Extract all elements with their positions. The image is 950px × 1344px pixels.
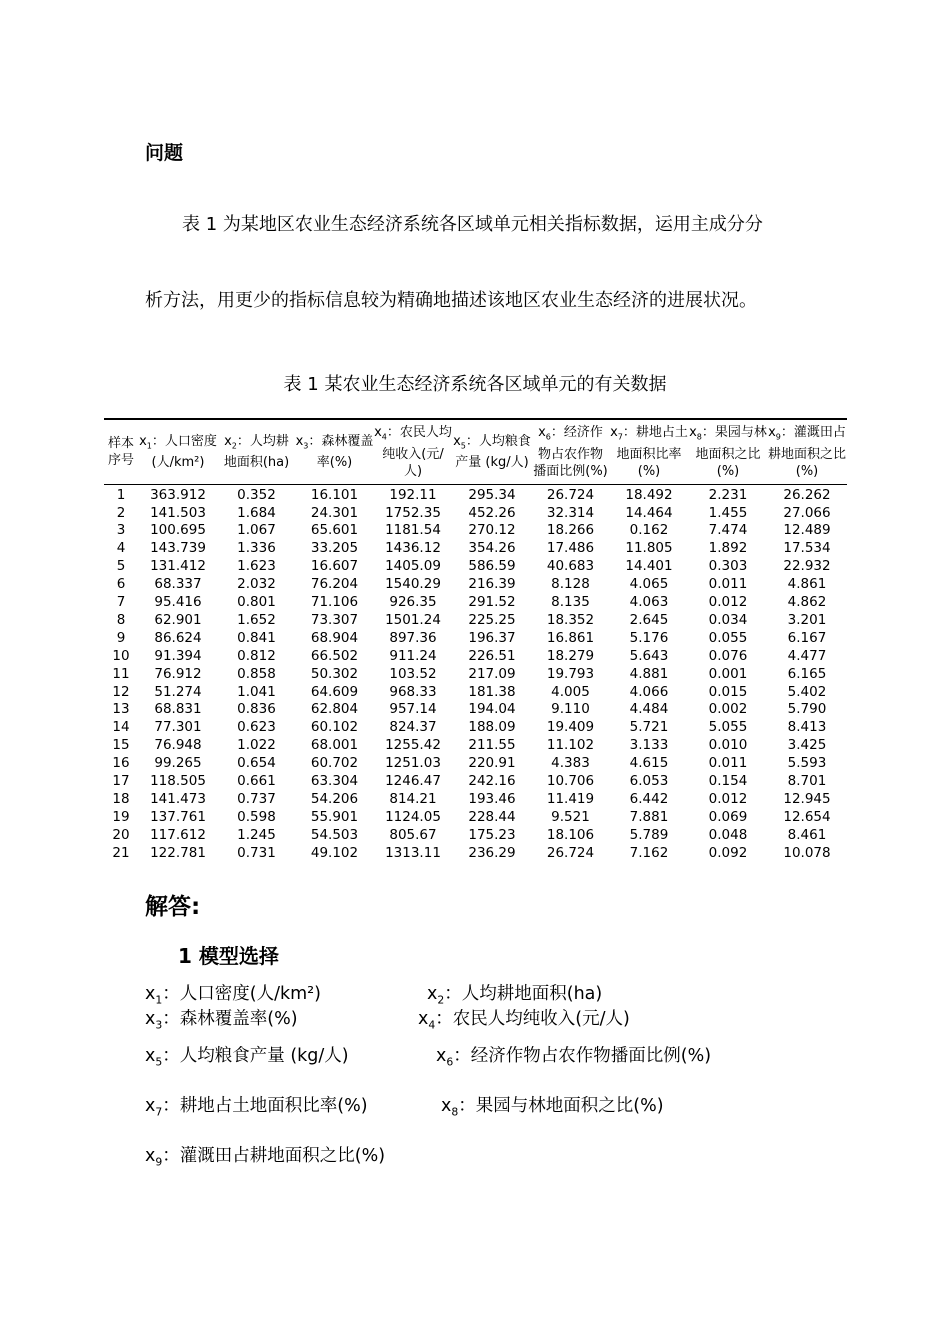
table-cell-x2: 1.652 xyxy=(237,611,276,628)
table-cell-x6: 26.724 xyxy=(546,486,595,503)
table-cell-x4: 1181.54 xyxy=(385,522,441,539)
table-cell-x6: 9.521 xyxy=(551,808,590,825)
table-cell-x9: 26.262 xyxy=(783,486,831,503)
table-cell-x3: 66.502 xyxy=(310,647,359,664)
table-row xyxy=(104,666,847,684)
table-cell-x9: 8.413 xyxy=(787,719,827,736)
table-cell-x2: 1.684 xyxy=(237,504,276,521)
table-cell-x2: 0.352 xyxy=(237,486,276,503)
table-cell-x6: 11.419 xyxy=(546,791,595,807)
table-cell-sample-no: 12 xyxy=(112,683,130,700)
table-cell-x9: 22.932 xyxy=(783,558,831,575)
header-x5: $x_5$：人均粮食产量 (kg/人) xyxy=(453,433,531,471)
table-cell-x6: 32.314 xyxy=(546,504,595,521)
table-cell-x5: 452.26 xyxy=(468,504,516,521)
table-cell-x8: 7.474 xyxy=(708,522,748,539)
table-cell-x6: 18.352 xyxy=(546,611,595,628)
table-cell-x9: 6.167 xyxy=(787,629,827,646)
table-cell-x7: 5.643 xyxy=(629,647,669,664)
table-cell-x2: 0.598 xyxy=(237,808,276,825)
table-cell-x9: 8.461 xyxy=(787,826,827,843)
table-cell-x8: 0.012 xyxy=(708,594,748,611)
table-cell-x9: 27.066 xyxy=(783,504,831,521)
table-cell-x4: 103.52 xyxy=(389,665,437,682)
table-cell-x3: 50.302 xyxy=(310,665,359,682)
table-cell-x1: 118.505 xyxy=(150,773,206,790)
table-cell-x8: 2.231 xyxy=(708,486,748,503)
table-cell-x9: 5.593 xyxy=(787,755,827,772)
table-cell-x6: 18.266 xyxy=(546,522,595,539)
table-cell-x7: 6.053 xyxy=(629,773,669,790)
table-cell-x6: 4.383 xyxy=(551,755,590,772)
table-cell-x4: 957.14 xyxy=(389,701,437,718)
table-cell-sample-no: 19 xyxy=(112,808,130,825)
table-cell-x8: 0.092 xyxy=(708,844,748,861)
table-cell-x6: 26.724 xyxy=(546,844,595,861)
intro-paragraph-line-2: 析方法，用更少的指标信息较为精确地描述该地区农业生态经济的进展状况。 xyxy=(145,290,757,311)
table-cell-x7: 7.162 xyxy=(629,844,669,861)
table-cell-x8: 0.076 xyxy=(708,647,748,664)
table-cell-x1: 141.473 xyxy=(150,791,206,807)
table-cell-sample-no: 16 xyxy=(112,755,130,772)
table-cell-x4: 814.21 xyxy=(389,791,437,807)
table-cell-sample-no: 13 xyxy=(112,701,130,718)
table-cell-x8: 0.010 xyxy=(708,737,748,754)
table-cell-x5: 295.34 xyxy=(468,486,516,503)
table-cell-x9: 8.701 xyxy=(787,773,827,790)
variable-x8: $x_8$：果园与林地面积之比(%) xyxy=(441,1096,664,1119)
table-cell-x8: 0.055 xyxy=(708,629,748,646)
table-header-row xyxy=(104,419,847,484)
table-cell-x5: 225.25 xyxy=(468,611,516,628)
table-cell-x9: 17.534 xyxy=(783,540,831,557)
table-cell-x6: 16.861 xyxy=(546,629,595,646)
header-x9: $x_9$：灌溉田占耕地面积之比(%) xyxy=(767,425,846,479)
header-x3: $x_3$：森林覆盖率(%) xyxy=(295,433,374,471)
table-cell-x3: 60.102 xyxy=(310,719,359,736)
table-cell-x3: 62.804 xyxy=(310,701,359,718)
table-cell-x5: 354.26 xyxy=(468,540,516,557)
table-cell-x7: 18.492 xyxy=(625,486,673,503)
variable-x9: $x_9$：灌溉田占耕地面积之比(%) xyxy=(145,1146,386,1169)
table-cell-x1: 51.274 xyxy=(154,683,202,700)
intro-paragraph-line-1: 表 1 为某地区农业生态经济系统各区域单元相关指标数据，运用主成分分 xyxy=(182,214,763,235)
table-cell-sample-no: 2 xyxy=(116,504,126,521)
table-cell-x8: 1.455 xyxy=(708,504,748,521)
table-cell-x9: 12.654 xyxy=(783,808,831,825)
table-cell-x9: 4.861 xyxy=(787,576,827,593)
table-cell-x8: 0.015 xyxy=(708,683,748,700)
header-x7: $x_7$：耕地占土地面积比率(%) xyxy=(610,425,688,479)
model-selection-heading: 1 模型选择 xyxy=(178,944,279,968)
table-cell-x1: 117.612 xyxy=(150,826,206,843)
table-cell-x1: 141.503 xyxy=(150,504,206,521)
table-cell-x5: 175.23 xyxy=(468,826,516,843)
table-cell-x7: 0.162 xyxy=(629,522,669,539)
table-cell-x8: 0.001 xyxy=(708,665,748,682)
question-heading: 问题 xyxy=(145,142,184,164)
variable-x1: $x_1$：人口密度(人/km²) xyxy=(145,984,322,1007)
table-cell-x5: 211.55 xyxy=(468,737,516,754)
table-row xyxy=(104,540,847,558)
table-cell-x4: 824.37 xyxy=(389,719,437,736)
table-row xyxy=(104,505,847,523)
table-row xyxy=(104,845,847,863)
table-cell-x9: 5.790 xyxy=(787,701,827,718)
table-cell-x6: 18.106 xyxy=(546,826,595,843)
table-cell-x2: 0.731 xyxy=(237,844,276,861)
table-cell-x1: 68.831 xyxy=(154,701,202,718)
table-cell-x5: 220.91 xyxy=(468,755,516,772)
header-x8: $x_8$：果园与林地面积之比(%) xyxy=(689,425,767,479)
table-cell-x8: 0.069 xyxy=(708,808,748,825)
table-cell-x5: 188.09 xyxy=(468,719,516,736)
table-cell-x6: 9.110 xyxy=(551,701,590,718)
table-cell-x8: 0.154 xyxy=(708,773,748,790)
table-cell-x1: 95.416 xyxy=(154,594,202,611)
table-cell-x7: 7.881 xyxy=(629,808,669,825)
table-cell-sample-no: 15 xyxy=(112,737,130,754)
table-cell-x5: 194.04 xyxy=(468,701,516,718)
table-cell-x5: 586.59 xyxy=(468,558,516,575)
table-cell-x4: 805.67 xyxy=(389,826,437,843)
table-cell-x1: 131.412 xyxy=(150,558,206,575)
table-row xyxy=(104,630,847,648)
table-cell-x1: 62.901 xyxy=(154,611,202,628)
table-cell-x2: 1.623 xyxy=(237,558,276,575)
table-cell-x6: 18.279 xyxy=(546,647,595,664)
table-cell-x3: 33.205 xyxy=(310,540,359,557)
table-cell-x2: 0.812 xyxy=(237,647,276,664)
table-row xyxy=(104,684,847,702)
table-cell-x7: 5.789 xyxy=(629,826,669,843)
table-cell-x4: 968.33 xyxy=(389,683,437,700)
table-cell-x3: 65.601 xyxy=(310,522,359,539)
table-body xyxy=(104,484,847,863)
table-cell-x1: 100.695 xyxy=(150,522,206,539)
table-cell-x5: 236.29 xyxy=(468,844,516,861)
table-cell-x3: 54.503 xyxy=(310,826,359,843)
table-cell-x3: 68.001 xyxy=(310,737,359,754)
table-cell-x4: 1540.29 xyxy=(385,576,441,593)
table-cell-x3: 49.102 xyxy=(310,844,359,861)
table-cell-x7: 4.615 xyxy=(629,755,669,772)
table-cell-x7: 5.176 xyxy=(629,629,669,646)
table-cell-x6: 19.793 xyxy=(546,665,595,682)
table-cell-x1: 137.761 xyxy=(150,808,206,825)
table-cell-x3: 55.901 xyxy=(310,808,359,825)
table-row xyxy=(104,791,847,809)
table-cell-x2: 0.841 xyxy=(237,629,276,646)
table-cell-x1: 99.265 xyxy=(154,755,202,772)
table-cell-x9: 4.477 xyxy=(787,647,827,664)
table-row xyxy=(104,484,847,504)
table-cell-sample-no: 4 xyxy=(116,540,126,557)
table-cell-sample-no: 21 xyxy=(112,844,130,861)
table-cell-x8: 0.012 xyxy=(708,791,748,807)
table-cell-x3: 73.307 xyxy=(310,611,359,628)
table-cell-sample-no: 1 xyxy=(116,486,126,503)
table-cell-x9: 10.078 xyxy=(783,844,831,861)
table-cell-x4: 192.11 xyxy=(389,486,437,503)
table-cell-x2: 1.041 xyxy=(237,683,276,700)
table-cell-x4: 1246.47 xyxy=(385,773,441,790)
table-cell-sample-no: 10 xyxy=(112,647,130,664)
table-cell-sample-no: 17 xyxy=(112,773,130,790)
table-cell-sample-no: 8 xyxy=(116,611,126,628)
table-cell-x2: 1.336 xyxy=(237,540,276,557)
table-cell-x7: 4.881 xyxy=(629,665,669,682)
table-cell-sample-no: 20 xyxy=(112,826,130,843)
table-cell-x7: 6.442 xyxy=(629,791,669,807)
table-cell-x7: 4.066 xyxy=(629,683,669,700)
header-x6: $x_6$：经济作物占农作物播面比例(%) xyxy=(533,425,608,479)
table-row xyxy=(104,612,847,630)
table-cell-x7: 14.401 xyxy=(625,558,673,575)
table-cell-x1: 77.301 xyxy=(154,719,202,736)
table-cell-x3: 24.301 xyxy=(310,504,359,521)
table-cell-sample-no: 7 xyxy=(116,594,126,611)
table-cell-x4: 1313.11 xyxy=(385,844,441,861)
table-cell-sample-no: 6 xyxy=(116,576,126,593)
table-row xyxy=(104,719,847,737)
table-cell-x7: 4.484 xyxy=(629,701,669,718)
table-cell-x8: 0.303 xyxy=(708,558,748,575)
header-sample-no: 样本序号 xyxy=(107,435,134,468)
table-cell-x4: 1405.09 xyxy=(385,558,441,575)
variable-x2: $x_2$：人均耕地面积(ha) xyxy=(427,984,603,1007)
table-cell-x5: 216.39 xyxy=(468,576,516,593)
table-row xyxy=(104,594,847,612)
variable-x7: $x_7$：耕地占土地面积比率(%) xyxy=(145,1096,368,1119)
table-cell-x7: 5.721 xyxy=(629,719,669,736)
table-cell-x3: 16.101 xyxy=(310,486,359,503)
table-cell-x3: 64.609 xyxy=(310,683,359,700)
table-cell-x8: 1.892 xyxy=(708,540,748,557)
variable-x4: $x_4$：农民人均纯收入(元/人) xyxy=(418,1009,630,1032)
table-cell-x5: 181.38 xyxy=(468,683,516,700)
table-caption: 表 1 某农业生态经济系统各区域单元的有关数据 xyxy=(283,374,667,395)
variable-x3: $x_3$：森林覆盖率(%) xyxy=(145,1009,298,1032)
variable-x5: $x_5$：人均粮食产量 (kg/人) xyxy=(145,1046,349,1069)
table-row xyxy=(104,522,847,540)
table-cell-x2: 1.022 xyxy=(237,737,276,754)
table-cell-x4: 1436.12 xyxy=(385,540,441,557)
table-cell-x2: 1.067 xyxy=(237,522,276,539)
table-cell-x5: 291.52 xyxy=(468,594,516,611)
table-cell-x4: 1255.42 xyxy=(385,737,441,754)
table-cell-x8: 0.011 xyxy=(708,755,748,772)
header-x4: $x_4$：农民人均纯收入(元/人) xyxy=(374,425,452,479)
table-cell-x9: 12.489 xyxy=(783,522,831,539)
table-cell-x2: 0.836 xyxy=(237,701,276,718)
table-cell-sample-no: 9 xyxy=(116,629,126,646)
table-cell-x4: 897.36 xyxy=(389,629,437,646)
table-row xyxy=(104,576,847,594)
table-cell-x9: 3.425 xyxy=(787,737,827,754)
table-cell-x2: 0.661 xyxy=(237,773,276,790)
table-cell-x5: 242.16 xyxy=(468,773,516,790)
table-cell-x2: 0.654 xyxy=(237,755,276,772)
table-cell-x4: 911.24 xyxy=(389,647,437,664)
table-cell-x6: 19.409 xyxy=(546,719,595,736)
table-cell-x5: 196.37 xyxy=(468,629,516,646)
table-cell-x9: 5.402 xyxy=(787,683,827,700)
table-cell-sample-no: 3 xyxy=(116,522,126,539)
table-row xyxy=(104,809,847,827)
table-cell-sample-no: 5 xyxy=(116,558,126,575)
table-cell-x7: 3.133 xyxy=(629,737,669,754)
table-row xyxy=(104,755,847,773)
table-cell-x3: 71.106 xyxy=(310,594,359,611)
table-cell-x6: 8.128 xyxy=(551,576,590,593)
table-cell-x5: 217.09 xyxy=(468,665,516,682)
table-cell-x4: 1752.35 xyxy=(385,504,441,521)
table-cell-x4: 1501.24 xyxy=(385,611,441,628)
table-cell-x9: 12.945 xyxy=(783,791,831,807)
table-cell-x5: 193.46 xyxy=(468,791,516,807)
table-cell-x1: 68.337 xyxy=(154,576,202,593)
table-row xyxy=(104,648,847,666)
table-cell-sample-no: 11 xyxy=(112,665,130,682)
table-cell-x1: 122.781 xyxy=(150,844,206,861)
answer-heading: 解答: xyxy=(145,894,201,920)
table-cell-x1: 76.948 xyxy=(154,737,202,754)
table-row xyxy=(104,737,847,755)
table-cell-x2: 0.858 xyxy=(237,665,276,682)
table-cell-x5: 228.44 xyxy=(468,808,516,825)
table-cell-x7: 4.065 xyxy=(629,576,669,593)
table-cell-sample-no: 18 xyxy=(112,791,130,807)
table-cell-x3: 63.304 xyxy=(310,773,359,790)
table-cell-x9: 6.165 xyxy=(787,665,827,682)
table-cell-x8: 0.048 xyxy=(708,826,748,843)
table-cell-x9: 3.201 xyxy=(787,611,827,628)
table-cell-x2: 0.801 xyxy=(237,594,276,611)
table-cell-x6: 10.706 xyxy=(546,773,595,790)
table-cell-x8: 0.002 xyxy=(708,701,748,718)
data-table xyxy=(104,418,847,863)
table-cell-x3: 76.204 xyxy=(310,576,359,593)
table-cell-x6: 11.102 xyxy=(546,737,595,754)
table-cell-x6: 40.683 xyxy=(546,558,595,575)
table-cell-x2: 0.737 xyxy=(237,791,276,807)
table-row xyxy=(104,827,847,845)
table-cell-x6: 17.486 xyxy=(546,540,595,557)
variable-x6: $x_6$：经济作物占农作物播面比例(%) xyxy=(436,1046,712,1069)
table-cell-x1: 363.912 xyxy=(150,486,206,503)
table-cell-x1: 76.912 xyxy=(154,665,202,682)
table-cell-x2: 1.245 xyxy=(237,826,276,843)
table-cell-x1: 143.739 xyxy=(150,540,206,557)
table-cell-x8: 5.055 xyxy=(708,719,748,736)
table-cell-x4: 1124.05 xyxy=(385,808,441,825)
table-cell-x2: 2.032 xyxy=(237,576,276,593)
table-cell-x1: 91.394 xyxy=(154,647,202,664)
table-cell-x6: 8.135 xyxy=(551,594,590,611)
table-cell-x3: 68.904 xyxy=(310,629,359,646)
table-row xyxy=(104,701,847,719)
table-cell-x5: 226.51 xyxy=(468,647,516,664)
table-cell-x2: 0.623 xyxy=(237,719,276,736)
table-cell-x8: 0.034 xyxy=(708,611,748,628)
header-x1: $x_1$：人口密度(人/km²) xyxy=(139,433,217,471)
table-cell-x5: 270.12 xyxy=(468,522,516,539)
table-cell-x8: 0.011 xyxy=(708,576,748,593)
header-x2: $x_2$：人均耕地面积(ha) xyxy=(223,433,290,471)
table-row xyxy=(104,558,847,576)
table-cell-x3: 60.702 xyxy=(310,755,359,772)
table-cell-x7: 4.063 xyxy=(629,594,669,611)
table-cell-sample-no: 14 xyxy=(112,719,130,736)
table-cell-x1: 86.624 xyxy=(154,629,202,646)
table-cell-x6: 4.005 xyxy=(551,683,590,700)
table-cell-x7: 2.645 xyxy=(629,611,669,628)
table-cell-x4: 926.35 xyxy=(389,594,437,611)
table-row xyxy=(104,773,847,791)
table-cell-x3: 16.607 xyxy=(310,558,359,575)
table-cell-x4: 1251.03 xyxy=(385,755,441,772)
table-cell-x3: 54.206 xyxy=(310,791,359,807)
table-cell-x7: 11.805 xyxy=(625,540,673,557)
table-cell-x7: 14.464 xyxy=(625,504,673,521)
table-cell-x9: 4.862 xyxy=(787,594,827,611)
